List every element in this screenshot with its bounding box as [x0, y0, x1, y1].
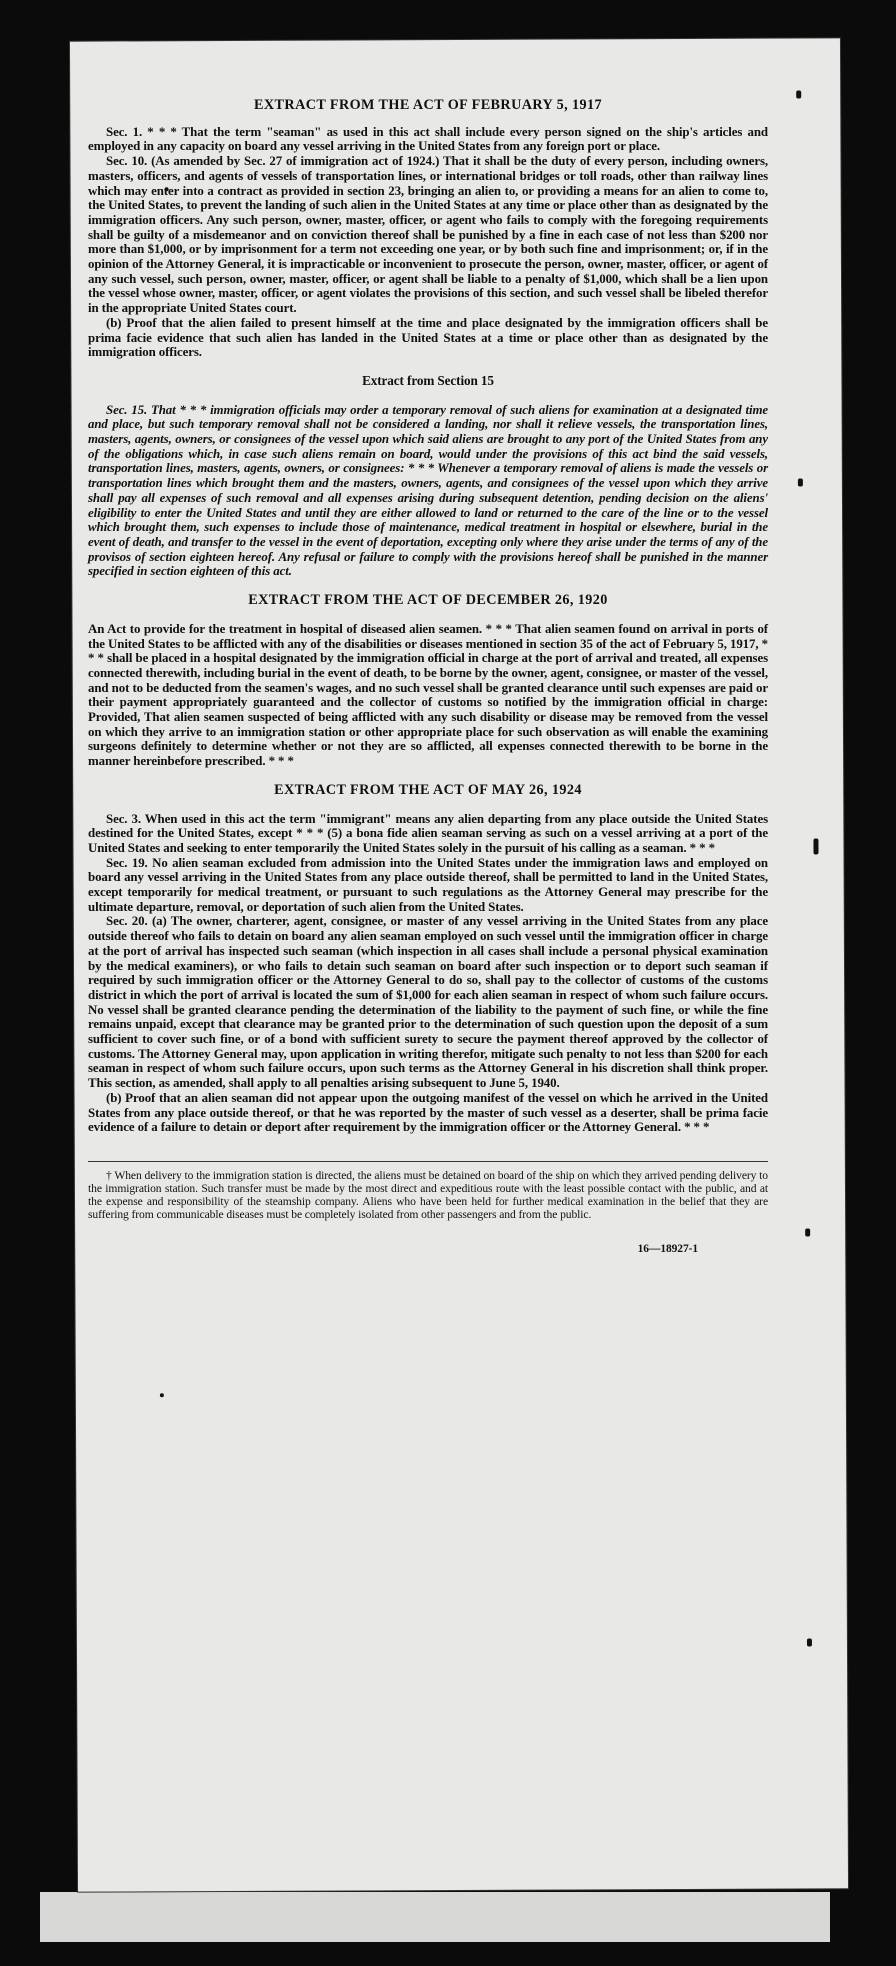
scan-speck	[160, 1393, 164, 1397]
subheading-section-15: Extract from Section 15	[362, 372, 494, 388]
section-19-text: Sec. 19. No alien seaman excluded from admission into the United States under the immigration laws and employed on board any vessel arriving in the United States from any place outside thereof, shall be permitted to land in the United States, except temporarily for medical treatment, or pursuant to such regulations as the Attorney General may prescribe for the ultimate departure, removal, or deportation of such alien from the United States.	[88, 855, 768, 914]
scan-speck	[796, 90, 801, 98]
footnote: † When delivery to the immigration station is directed, the aliens must be detained on board of the ship on which they arrived pending delivery to the immigration station. Such transfer must be made by the most direct and expeditious route with the least possible contact with the public, and at the expense and responsibility of the steamship company. Aliens who have been held for further medical examination in the belief that they are suffering from communicable diseases must be completely isolated from other passengers and from the public.	[88, 1161, 768, 1222]
section-20b-text: (b) Proof that an alien seaman did not appear upon the outgoing manifest of the vessel on which he arrived in the United States from any place outside thereof, or that he was reported by the master of such vessel as a deserter, shall be prima facie evidence of a failure to detain or deport after requirement by the immigration officer or the Attorney General. * * *	[88, 1090, 768, 1135]
heading-act-1920: EXTRACT FROM THE ACT OF DECEMBER 26, 1920	[248, 592, 608, 609]
document-body	[88, 98, 768, 1256]
scan-bottom-strip	[40, 1892, 830, 1942]
section-10-text: Sec. 10. (As amended by Sec. 27 of immigration act of 1924.) That it shall be the duty of every person, including owners, masters, officers, and agents of vessels of transportation lines, or international bridges or toll roads, other than railway lines which may enter into a contract as provided in section 23, bringing an alien to, or providing a means for an alien to come to, the United States, to prevent the landing of such alien in the United States at any time or place other than as designated by the immigration officers. Any such person, owner, master, officer, or agent who fails to comply with the foregoing requirements shall be guilty of a misdemeanor and on conviction thereof shall be punished by a fine in each case of not less than $200 nor more than $1,000, or by imprisonment for a term not exceeding one year, or by both such fine and imprisonment; or, if in the opinion of the Attorney General, it is impracticable or inconvenient to prosecute the person, owner, master, officer, or agent of any such vessel, such person, owner, master, officer, or agent shall be liable to a penalty of $1,000, which shall be a lien upon the vessel whose owner, master, officer, or agent violates the provisions of this section, and such vessel shall be libeled therefor in the appropriate United States court.	[88, 154, 768, 316]
section-1-text: Sec. 1. * * * That the term "seaman" as used in this act shall include every person signed on the ship's articles and employed in any capacity on board any vessel arriving in the United States from any foreign port or place.	[88, 124, 768, 154]
document-number: 16—18927-1	[637, 1242, 698, 1255]
section-20-text: Sec. 20. (a) The owner, charterer, agent, consignee, or master of any vessel arriving in the United States from any place outside thereof who fails to detain on board any alien seaman employed on such vessel until the immigration officer in charge at the port of arrival has inspected such seaman (which inspection in all cases shall include a personal physical examination by the medical examiners), or who fails to detain such seaman on board after such inspection or to deport such seaman if required by such immigration officer or the Attorney General to do so, shall pay to the collector of customs of the customs district in which the port of arrival is located the sum of $1,000 for each alien seaman in respect of whom such failure occurs. No vessel shall be granted clearance pending the determination of the liability to the payment of such fine, or while the fine remains unpaid, except that clearance may be granted prior to the determination of such question upon the deposit of a sum sufficient to cover such fine, or of a bond with sufficient surety to secure the payment thereof approved by the collector of customs. The Attorney General may, upon application in writing therefor, mitigate such penalty to not less than $200 for each seaman in respect of whom such failure occurs, upon such terms as the Attorney General in his discretion shall think proper. This section, as amended, shall apply to all penalties arising subsequent to June 5, 1940.	[88, 914, 768, 1091]
section-3-text: Sec. 3. When used in this act the term "immigrant" means any alien departing from any place outside the United States destined for the United States, except * * * (5) a bona fide alien seaman serving as such on a vessel arriving at a port of the United States and seeking to enter temporarily the United States solely in the pursuit of his calling as a seaman. * * *	[88, 811, 768, 855]
scan-speck	[798, 478, 803, 486]
section-15-text: Sec. 15. That * * * immigration officials may order a temporary removal of such aliens for examination at a designated time and place, but such temporary removal shall not be considered a landing, nor shall it relieve vessels, the transportation lines, masters, agents, owners, or consignees of the vessel upon which said aliens are brought to any port of the United States from any of the obligations which, in case such aliens remain on board, would under the provisions of this act bind the said vessels, transportation lines, masters, agents, owners, or consignees: * * * Whenever a temporary removal of aliens is made the vessels or transportation lines which brought them and the masters, owners, agents, and consignees of the vessel upon which they arrive shall pay all expenses of such removal and all expenses arising during subsequent detention, pending decision on the aliens' eligibility to enter the United States and until they are either allowed to land or returned to the care of the line or to the vessel which brought them, such expenses to include those of maintenance, medical treatment in hospital or elsewhere, burial in the event of death, and transfer to the vessel in the event of deportation, excepting only where they arise under the terms of any of the provisos of section eighteen hereof. Any refusal or failure to comply with the provisions hereof shall be punished in the manner specified in section eighteen of this act.	[88, 402, 768, 579]
scan-speck	[805, 1228, 810, 1236]
heading-act-1917: EXTRACT FROM THE ACT OF FEBRUARY 5, 1917	[254, 97, 602, 113]
heading-act-1924: EXTRACT FROM THE ACT OF MAY 26, 1924	[274, 781, 582, 798]
scan-speck	[807, 1638, 812, 1646]
act-1920-text: An Act to provide for the treatment in hospital of diseased alien seamen. * * * That alien seamen found on arrival in ports of the United States to be afflicted with any of the disabilities or diseases mentioned in section 35 of the act of February 5, 1917, * * * shall be placed in a hospital designated by the immigration official in charge at the port of arrival and treated, all expenses connected therewith, including burial in the event of death, to be borne by the owner, agent, consignee, or master of the vessel, and not to be deducted from the seamen's wages, and no such vessel shall be granted clearance until such expenses are paid or their payment appropriately guaranteed and the collector of customs so notified by the immigration official in charge: Provided, That alien seamen suspected of being afflicted with any such disability or disease may be removed from the vessel on which they arrive to an immigration station or other appropriate place for such observation as will enable the examining surgeons definitely to determine whether or not they are so afflicted, all expenses connected therewith to be borne in the manner hereinbefore prescribed. * * *	[88, 621, 768, 769]
scan-speck	[813, 838, 818, 854]
section-10b-text: (b) Proof that the alien failed to present himself at the time and place designated by the immigration officers shall be prima facie evidence that such alien has landed in the United States at a time or place other than as designated by the immigration officers.	[88, 315, 768, 360]
